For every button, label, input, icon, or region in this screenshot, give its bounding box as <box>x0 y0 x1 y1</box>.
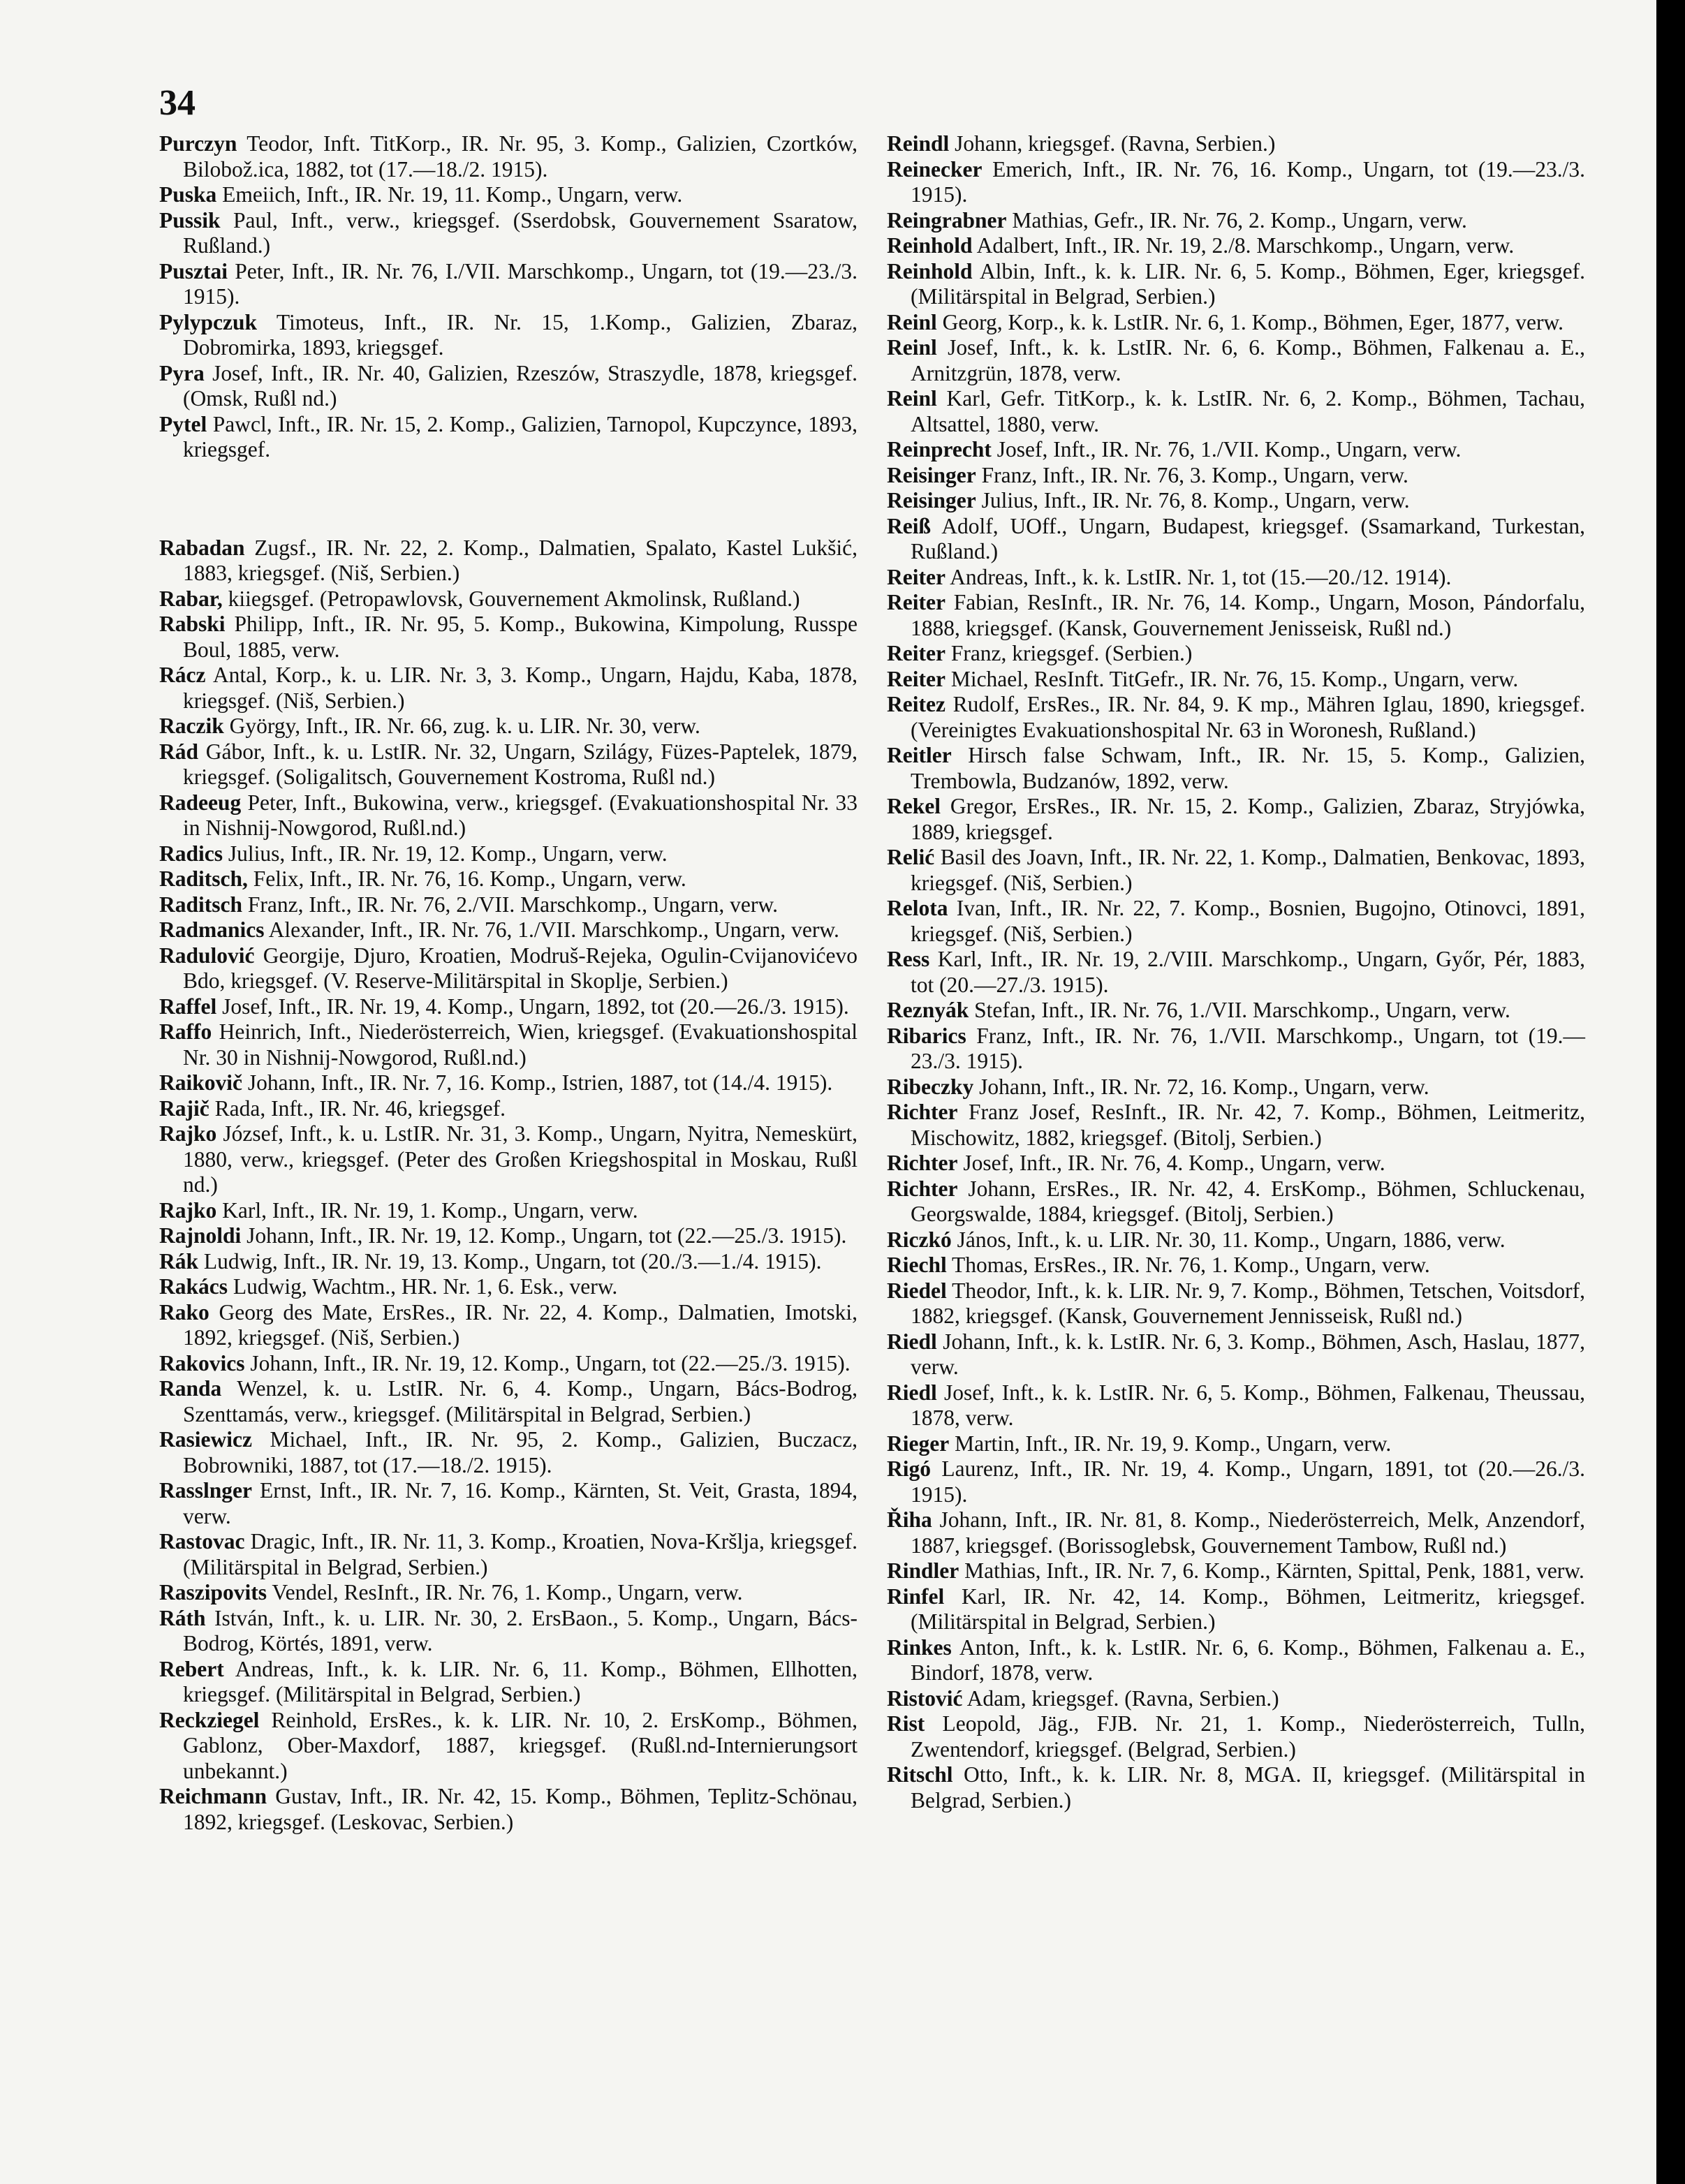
entry-surname: Rajič <box>159 1095 209 1121</box>
entry-details: Teodor, Inft. TitKorp., IR. Nr. 95, 3. Komp., Galizien, Czortków, Bilobož.ica, 1882, tot (17.—18./2. 1915). <box>183 131 858 182</box>
entry-details: Josef, Inft., IR. Nr. 19, 4. Komp., Ungarn, 1892, tot (20.—26./3. 1915). <box>216 994 849 1019</box>
entry-surname: Raikovič <box>159 1070 243 1095</box>
casualty-entry <box>887 1686 1585 1712</box>
casualty-entry <box>159 1096 858 1122</box>
entry-details: Rudolf, ErsRes., IR. Nr. 84, 9. K mp., Mähren Iglau, 1890, kriegsgef. (Vereinigtes Evakuationshospital Nr. 63 in Woronesh, Rußland.) <box>911 692 1585 742</box>
casualty-entry <box>887 386 1585 437</box>
left-column <box>159 131 858 1835</box>
casualty-entry <box>159 892 858 918</box>
casualty-entry <box>887 1507 1585 1558</box>
entry-details: Vendel, ResInft., IR. Nr. 76, 1. Komp., Ungarn, verw. <box>267 1580 743 1604</box>
entry-details: Mathias, Gefr., IR. Nr. 76, 2. Komp., Ungarn, verw. <box>1006 207 1467 233</box>
casualty-entry <box>887 1100 1585 1151</box>
entry-details: Johann, Inft., k. k. LstIR. Nr. 6, 3. Komp., Böhmen, Asch, Haslau, 1877, verw. <box>911 1329 1585 1379</box>
entry-details: Albin, Inft., k. k. LIR. Nr. 6, 5. Komp., Böhmen, Eger, kriegsgef. (Militärspital in Belgrad, Serbien.) <box>911 258 1585 309</box>
entry-details: Ernst, Inft., IR. Nr. 7, 16. Komp., Kärnten, St. Veit, Grasta, 1894, verw. <box>183 1478 858 1528</box>
entry-surname: Reiter <box>887 641 945 665</box>
entry-surname: Rinkes <box>887 1635 952 1660</box>
casualty-entry <box>887 208 1585 234</box>
entry-surname: Raczik <box>159 714 224 738</box>
entry-surname: Pyra <box>159 360 205 385</box>
casualty-entry <box>887 463 1585 489</box>
entry-details: Gregor, ErsRes., IR. Nr. 15, 2. Komp., Galizien, Zbaraz, Stryjówka, 1889, kriegsgef. <box>911 794 1585 844</box>
casualty-entry <box>887 998 1585 1024</box>
casualty-entry <box>887 1431 1585 1457</box>
entry-surname: Řiha <box>887 1507 932 1532</box>
entry-details: Timoteus, Inft., IR. Nr. 15, 1.Komp., Galizien, Zbaraz, Dobromirka, 1893, kriegsgef. <box>183 309 858 360</box>
casualty-entry <box>159 259 858 310</box>
entry-surname: Riedl <box>887 1380 937 1405</box>
entry-details: Leopold, Jäg., FJB. Nr. 21, 1. Komp., Niederösterreich, Tulln, Zwentendorf, kriegsgef. (Belgrad, Serbien.) <box>911 1711 1585 1762</box>
entry-details: Karl, IR. Nr. 42, 14. Komp., Böhmen, Leitmeritz, kriegsgef. (Militärspital in Belgrad, Serbien.) <box>911 1584 1585 1634</box>
casualty-entry <box>159 1529 858 1580</box>
casualty-entry <box>159 586 858 612</box>
casualty-entry <box>887 1227 1585 1253</box>
casualty-entry <box>159 866 858 892</box>
entry-surname: Pytel <box>159 411 207 436</box>
entry-details: Josef, Inft., IR. Nr. 40, Galizien, Rzeszów, Straszydle, 1878, kriegsgef. (Omsk, Rußl nd.) <box>183 360 858 411</box>
entry-surname: Puska <box>159 182 217 207</box>
casualty-entry <box>159 612 858 663</box>
entry-surname: Reiter <box>887 564 945 589</box>
entry-details: Paul, Inft., verw., kriegsgef. (Sserdobsk, Gouvernement Ssaratow, Rußland.) <box>183 207 858 258</box>
page-number: 34 <box>159 83 196 123</box>
entry-surname: Richter <box>887 1176 958 1201</box>
entry-surname: Reinhold <box>887 233 973 258</box>
casualty-entry <box>887 259 1585 310</box>
entry-details: Alexander, Inft., IR. Nr. 76, 1./VII. Marschkomp., Ungarn, verw. <box>264 917 839 942</box>
casualty-entry <box>159 536 858 586</box>
entry-details: Ludwig, Wachtm., HR. Nr. 1, 6. Esk., verw. <box>228 1274 618 1299</box>
entry-details: Laurenz, Inft., IR. Nr. 19, 4. Komp., Ungarn, 1891, tot (20.—26./3. 1915). <box>911 1456 1585 1507</box>
casualty-entry <box>887 1024 1585 1075</box>
right-column <box>887 131 1585 1813</box>
entry-surname: Rastovac <box>159 1529 245 1554</box>
entry-surname: Rinfel <box>887 1584 945 1609</box>
entry-surname: Radulović <box>159 943 255 968</box>
entry-details: Franz, kriegsgef. (Serbien.) <box>945 641 1193 665</box>
casualty-entry <box>887 157 1585 208</box>
entry-details: Franz, Inft., IR. Nr. 76, 3. Komp., Ungarn, verw. <box>976 462 1408 487</box>
entry-surname: Rebert <box>159 1656 224 1681</box>
casualty-entry <box>159 1376 858 1427</box>
entry-details: Philipp, Inft., IR. Nr. 95, 5. Komp., Bukowina, Kimpolung, Russpe Boul, 1885, verw. <box>183 612 858 662</box>
entry-surname: Rindler <box>887 1558 959 1583</box>
casualty-entry <box>887 641 1585 667</box>
entry-details: Basil des Joavn, Inft., IR. Nr. 22, 1. Komp., Dalmatien, Benkovac, 1893, kriegsgef. (Niš, Serbien.) <box>911 845 1585 895</box>
entry-details: Karl, Inft., IR. Nr. 19, 1. Komp., Ungarn, verw. <box>216 1197 638 1223</box>
casualty-entry <box>887 692 1585 743</box>
entry-surname: Reisinger <box>887 488 976 512</box>
entry-surname: Randa <box>159 1376 222 1401</box>
entry-details: Franz Josef, ResInft., IR. Nr. 42, 7. Komp., Böhmen, Leitmeritz, Mischowitz, 1882, kriegsgef. (Bitolj, Serbien.) <box>911 1100 1585 1150</box>
entry-details: Peter, Inft., Bukowina, verw., kriegsgef. (Evakuationshospital Nr. 33 in Nishnij-Nowgorod, Rußl.nd.) <box>183 790 858 840</box>
entry-surname: Ristović <box>887 1685 963 1711</box>
entry-surname: Rigó <box>887 1456 931 1481</box>
entry-surname: Pusztai <box>159 258 228 283</box>
entry-details: Emeiich, Inft., IR. Nr. 19, 11. Komp., Ungarn, verw. <box>216 182 683 207</box>
casualty-entry <box>159 1019 858 1070</box>
entry-details: Johann, Inft., IR. Nr. 7, 16. Komp., Istrien, 1887, tot (14./4. 1915). <box>242 1070 833 1095</box>
casualty-entry <box>159 994 858 1020</box>
casualty-entry <box>159 1121 858 1198</box>
entry-surname: Richter <box>887 1100 958 1124</box>
entry-details: Julius, Inft., IR. Nr. 76, 8. Komp., Ungarn, verw. <box>976 488 1410 512</box>
entry-surname: Reitler <box>887 743 952 767</box>
casualty-entry <box>159 361 858 412</box>
entry-surname: Ribeczky <box>887 1074 974 1099</box>
entry-details: József, Inft., k. u. LstIR. Nr. 31, 3. Komp., Ungarn, Nyitra, Nemeskürt, 1880, verw., kriegsgef. (Peter des Großen Kriegshospital in Moskau, Rußl nd.) <box>183 1121 858 1197</box>
entry-surname: Raditsch, <box>159 866 248 891</box>
entry-details: Wenzel, k. u. LstIR. Nr. 6, 4. Komp., Ungarn, Bács-Bodrog, Szenttamás, verw., kriegsgef. (Militärspital in Belgrad, Serbien.) <box>183 1376 858 1426</box>
entry-surname: Rabski <box>159 612 226 636</box>
entry-details: Ivan, Inft., IR. Nr. 22, 7. Komp., Bosnien, Bugojno, Otinovci, 1891, kriegsgef. (Niš, Serbien.) <box>911 896 1585 946</box>
entry-surname: Reinl <box>887 335 937 360</box>
entry-surname: Reiter <box>887 666 945 691</box>
entry-surname: Radics <box>159 841 223 866</box>
entry-details: Karl, Inft., IR. Nr. 19, 2./VIII. Marschkomp., Ungarn, Győr, Pér, 1883, tot (20.—27./3. 1915). <box>911 947 1585 997</box>
entry-details: Georg, Korp., k. k. LstIR. Nr. 6, 1. Komp., Böhmen, Eger, 1877, verw. <box>936 309 1564 334</box>
entry-surname: Rako <box>159 1299 209 1325</box>
entry-details: Felix, Inft., IR. Nr. 76, 16. Komp., Ungarn, verw. <box>247 866 686 891</box>
entry-surname: Rakovics <box>159 1350 245 1375</box>
entry-details: Gábor, Inft., k. u. LstIR. Nr. 32, Ungarn, Szilágy, Füzes-Paptelek, 1879, kriegsgef. (Soligalitsch, Gouvernement Kostroma, Rußl nd.) <box>183 739 858 789</box>
casualty-entry <box>159 714 858 739</box>
entry-surname: Pussik <box>159 207 221 233</box>
casualty-entry <box>887 1075 1585 1100</box>
entry-surname: Ress <box>887 947 930 971</box>
entry-details: Josef, Inft., k. k. LstIR. Nr. 6, 5. Komp., Böhmen, Falkenau, Theussau, 1878, verw. <box>911 1380 1585 1430</box>
casualty-entry <box>159 310 858 361</box>
entry-surname: Reznyák <box>887 998 969 1022</box>
entry-surname: Radeeug <box>159 790 242 815</box>
entry-surname: Reiß <box>887 513 931 538</box>
entry-details: Georg des Mate, ErsRes., IR. Nr. 22, 4. Komp., Dalmatien, Imotski, 1892, kriegsgef. (Niš, Serbien.) <box>183 1299 858 1350</box>
casualty-entry <box>159 1606 858 1657</box>
entry-details: Theodor, Inft., k. k. LIR. Nr. 9, 7. Komp., Böhmen, Tetschen, Voitsdorf, 1882, kriegsgef. (Kansk, Gouvernement Jennisseisk, Rußl nd.) <box>911 1278 1585 1328</box>
entry-details: Josef, Inft., k. k. LstIR. Nr. 6, 6. Komp., Böhmen, Falkenau a. E., Arnitzgrün, 1878, verw. <box>911 335 1585 385</box>
entry-surname: Rasslnger <box>159 1478 252 1503</box>
entry-details: Michael, ResInft. TitGefr., IR. Nr. 76, 15. Komp., Ungarn, verw. <box>945 666 1519 691</box>
entry-surname: Radmanics <box>159 917 265 942</box>
entry-details: Franz, Inft., IR. Nr. 76, 2./VII. Marschkomp., Ungarn, verw. <box>242 892 778 917</box>
entry-surname: Rák <box>159 1248 199 1274</box>
casualty-entry <box>887 1253 1585 1278</box>
casualty-entry <box>887 947 1585 998</box>
casualty-entry <box>887 1635 1585 1686</box>
casualty-entry <box>159 1198 858 1224</box>
entry-surname: Rabar, <box>159 586 223 611</box>
entry-surname: Raffel <box>159 994 217 1019</box>
entry-surname: Riechl <box>887 1253 947 1277</box>
entry-surname: Purczyn <box>159 131 237 156</box>
entry-details: Johann, Inft., IR. Nr. 81, 8. Komp., Niederösterreich, Melk, Anzendorf, 1887, kriegsgef. (Borissoglebsk, Gouvernement Tambow, Rußl nd.) <box>911 1507 1585 1558</box>
entry-details: Adolf, UOff., Ungarn, Budapest, kriegsgef. (Ssamarkand, Turkestan, Rußland.) <box>911 513 1585 563</box>
entry-details: Johann, Inft., IR. Nr. 19, 12. Komp., Ungarn, tot (22.—25./3. 1915). <box>241 1223 847 1248</box>
section-gap <box>159 463 858 536</box>
scan-border <box>1656 0 1685 2184</box>
casualty-entry <box>159 790 858 841</box>
entry-details: Johann, ErsRes., IR. Nr. 42, 4. ErsKomp., Böhmen, Schluckenau, Georgswalde, 1884, kriegsgef. (Bitolj, Serbien.) <box>911 1176 1585 1226</box>
entry-surname: Rasiewicz <box>159 1427 252 1452</box>
entry-details: Josef, Inft., IR. Nr. 76, 1./VII. Komp., Ungarn, verw. <box>991 437 1462 462</box>
entry-details: Josef, Inft., IR. Nr. 76, 4. Komp., Ungarn, verw. <box>957 1151 1385 1175</box>
entry-details: Antal, Korp., k. u. LIR. Nr. 3, 3. Komp., Ungarn, Hajdu, Kaba, 1878, kriegsgef. (Niš, Serbien.) <box>183 663 858 713</box>
entry-details: Heinrich, Inft., Niederösterreich, Wien, kriegsgef. (Evakuationshospital Nr. 30 in Nishnij-Nowgorod, Rußl.nd.) <box>183 1019 858 1070</box>
casualty-entry <box>159 1784 858 1835</box>
entry-details: Adam, kriegsgef. (Ravna, Serbien.) <box>962 1685 1279 1711</box>
entry-details: István, Inft., k. u. LIR. Nr. 30, 2. ErsBaon., 5. Komp., Ungarn, Bács-Bodrog, Körtés, 1891, verw. <box>183 1605 858 1655</box>
casualty-entry <box>887 437 1585 463</box>
entry-surname: Richter <box>887 1151 958 1175</box>
casualty-entry <box>887 1762 1585 1813</box>
casualty-entry <box>887 1711 1585 1762</box>
casualty-entry <box>887 335 1585 386</box>
casualty-entry <box>887 1456 1585 1507</box>
entry-surname: Rieger <box>887 1431 950 1456</box>
casualty-entry <box>159 1708 858 1785</box>
entry-surname: Rajko <box>159 1197 217 1223</box>
entry-details: Emerich, Inft., IR. Nr. 76, 16. Komp., Ungarn, tot (19.—23./3. 1915). <box>911 156 1585 207</box>
entry-surname: Reinecker <box>887 156 983 182</box>
casualty-entry <box>887 1380 1585 1431</box>
casualty-entry <box>159 208 858 259</box>
casualty-entry <box>159 1274 858 1300</box>
entry-details: Martin, Inft., IR. Nr. 19, 9. Komp., Ungarn, verw. <box>949 1431 1392 1456</box>
casualty-entry <box>887 667 1585 693</box>
entry-details: Pawcl, Inft., IR. Nr. 15, 2. Komp., Galizien, Tarnopol, Kupczynce, 1893, kriegsgef. <box>183 411 858 462</box>
casualty-entry <box>159 1070 858 1096</box>
entry-surname: Rabadan <box>159 535 245 560</box>
entry-details: Johann, Inft., IR. Nr. 72, 16. Komp., Ungarn, verw. <box>973 1074 1429 1099</box>
casualty-entry <box>887 845 1585 896</box>
entry-details: Andreas, Inft., k. k. LIR. Nr. 6, 11. Komp., Böhmen, Ellhotten, kriegsgef. (Militärspital in Belgrad, Serbien.) <box>183 1656 858 1706</box>
entry-surname: Reinl <box>887 386 937 411</box>
entry-surname: Raffo <box>159 1019 212 1044</box>
casualty-entry <box>887 1329 1585 1380</box>
entry-surname: Riczkó <box>887 1227 952 1252</box>
entry-details: Stefan, Inft., IR. Nr. 76, 1./VII. Marschkomp., Ungarn, verw. <box>969 998 1510 1022</box>
casualty-entry <box>159 1300 858 1351</box>
casualty-entry <box>887 1151 1585 1176</box>
entry-details: János, Inft., k. u. LIR. Nr. 30, 11. Komp., Ungarn, 1886, verw. <box>951 1227 1506 1252</box>
casualty-entry <box>159 412 858 463</box>
entry-details: Johann, Inft., IR. Nr. 19, 12. Komp., Ungarn, tot (22.—25./3. 1915). <box>244 1350 851 1375</box>
entry-details: Ludwig, Inft., IR. Nr. 19, 13. Komp., Ungarn, tot (20./3.—1./4. 1915). <box>198 1248 822 1274</box>
entry-details: kiiegsgef. (Petropawlovsk, Gouvernement Akmolinsk, Rußland.) <box>222 586 800 611</box>
casualty-entry <box>887 743 1585 794</box>
casualty-entry <box>887 233 1585 259</box>
casualty-entry <box>159 1351 858 1377</box>
entry-details: Reinhold, ErsRes., k. k. LIR. Nr. 10, 2. ErsKomp., Böhmen, Gablonz, Ober-Maxdorf, 1887, kriegsgef. (Rußl.nd-Internierungsort unbekannt.) <box>183 1707 858 1783</box>
entry-surname: Riedel <box>887 1278 947 1303</box>
entry-details: Michael, Inft., IR. Nr. 95, 2. Komp., Galizien, Buczacz, Bobrowniki, 1887, tot (17.—18./2. 1915). <box>183 1427 858 1477</box>
entry-surname: Raszipovits <box>159 1580 267 1604</box>
casualty-entry <box>159 1478 858 1529</box>
casualty-entry <box>159 1427 858 1478</box>
entry-surname: Ribarics <box>887 1023 966 1048</box>
entry-details: Zugsf., IR. Nr. 22, 2. Komp., Dalmatien, Spalato, Kastel Lukšić, 1883, kriegsgef. (Niš, Serbien.) <box>183 535 858 585</box>
casualty-entry <box>887 514 1585 565</box>
entry-surname: Reindl <box>887 131 950 156</box>
entry-surname: Ritschl <box>887 1762 953 1787</box>
casualty-entry <box>887 896 1585 947</box>
entry-details: Dragic, Inft., IR. Nr. 11, 3. Komp., Kroatien, Nova-Kršlja, kriegsgef. (Militärspital in Belgrad, Serbien.) <box>183 1529 858 1579</box>
entry-surname: Reinhold <box>887 258 973 283</box>
entry-details: Andreas, Inft., k. k. LstIR. Nr. 1, tot (15.—20./12. 1914). <box>945 564 1452 589</box>
entry-surname: Rajko <box>159 1121 217 1146</box>
entry-surname: Riedl <box>887 1329 937 1354</box>
entry-details: Gustav, Inft., IR. Nr. 42, 15. Komp., Böhmen, Teplitz-Schönau, 1892, kriegsgef. (Leskovac, Serbien.) <box>183 1784 858 1834</box>
casualty-entry <box>887 590 1585 641</box>
casualty-entry <box>159 182 858 208</box>
casualty-entry <box>887 131 1585 157</box>
entry-details: Hirsch false Schwam, Inft., IR. Nr. 15, 5. Komp., Galizien, Trembowla, Budzanów, 1892, verw. <box>911 743 1585 793</box>
entry-details: Mathias, Inft., IR. Nr. 7, 6. Komp., Kärnten, Spittal, Penk, 1881, verw. <box>959 1558 1584 1583</box>
casualty-entry <box>887 565 1585 591</box>
entry-details: Franz, Inft., IR. Nr. 76, 1./VII. Marschkomp., Ungarn, tot (19.—23./3. 1915). <box>911 1023 1585 1073</box>
casualty-entry <box>887 1278 1585 1329</box>
entry-details: Fabian, ResInft., IR. Nr. 76, 14. Komp., Ungarn, Moson, Pándorfalu, 1888, kriegsgef. (Kansk, Gouvernement Jenisseisk, Rußl nd.) <box>911 590 1585 640</box>
entry-details: Anton, Inft., k. k. LstIR. Nr. 6, 6. Komp., Böhmen, Falkenau a. E., Bindorf, 1878, verw. <box>911 1635 1585 1685</box>
casualty-entry <box>159 943 858 994</box>
casualty-entry <box>887 794 1585 845</box>
casualty-entry <box>159 1223 858 1249</box>
entry-surname: Rád <box>159 739 199 764</box>
entry-surname: Reichmann <box>159 1784 267 1808</box>
entry-details: György, Inft., IR. Nr. 66, zug. k. u. LIR. Nr. 30, verw. <box>223 714 700 738</box>
casualty-entry <box>159 1249 858 1275</box>
entry-surname: Relić <box>887 845 935 869</box>
entry-details: Karl, Gefr. TitKorp., k. k. LstIR. Nr. 6, 2. Komp., Böhmen, Tachau, Altsattel, 1880, verw. <box>911 386 1585 436</box>
entry-details: Rada, Inft., IR. Nr. 46, kriegsgef. <box>209 1095 506 1121</box>
entry-surname: Rekel <box>887 794 941 818</box>
entry-surname: Reinl <box>887 309 937 334</box>
entry-surname: Reckziegel <box>159 1707 260 1732</box>
casualty-entry <box>159 663 858 714</box>
casualty-entry <box>159 841 858 867</box>
casualty-entry <box>159 1580 858 1606</box>
entry-details: Julius, Inft., IR. Nr. 19, 12. Komp., Ungarn, verw. <box>223 841 668 866</box>
entry-surname: Ráth <box>159 1605 206 1630</box>
entry-surname: Rakács <box>159 1274 228 1299</box>
entry-surname: Rist <box>887 1711 925 1736</box>
casualty-entry <box>887 1176 1585 1227</box>
entry-details: Johann, kriegsgef. (Ravna, Serbien.) <box>949 131 1276 156</box>
entry-details: Adalbert, Inft., IR. Nr. 19, 2./8. Marschkomp., Ungarn, verw. <box>972 233 1515 258</box>
entry-surname: Rajnoldi <box>159 1223 242 1248</box>
casualty-entry <box>159 917 858 943</box>
entry-surname: Relota <box>887 896 948 920</box>
casualty-entry <box>887 310 1585 336</box>
entry-surname: Reitez <box>887 692 945 716</box>
entry-surname: Reisinger <box>887 462 976 487</box>
entry-surname: Reiter <box>887 590 945 614</box>
entry-surname: Reingrabner <box>887 207 1007 233</box>
casualty-entry <box>159 131 858 182</box>
casualty-entry <box>887 1584 1585 1635</box>
entry-surname: Pylypczuk <box>159 309 258 334</box>
casualty-entry <box>887 1558 1585 1584</box>
entry-surname: Reinprecht <box>887 437 992 462</box>
entry-details: Thomas, ErsRes., IR. Nr. 76, 1. Komp., Ungarn, verw. <box>946 1253 1430 1277</box>
casualty-entry <box>159 1657 858 1708</box>
entry-surname: Rácz <box>159 663 206 687</box>
casualty-entry <box>159 739 858 790</box>
entry-details: Peter, Inft., IR. Nr. 76, I./VII. Marschkomp., Ungarn, tot (19.—23./3. 1915). <box>183 258 858 309</box>
casualty-entry <box>887 488 1585 514</box>
entry-details: Otto, Inft., k. k. LIR. Nr. 8, MGA. II, kriegsgef. (Militärspital in Belgrad, Serbien.) <box>911 1762 1585 1813</box>
entry-surname: Raditsch <box>159 892 243 917</box>
entry-details: Georgije, Djuro, Kroatien, Modruš-Rejeka, Ogulin-Cvijanovićevo Bdo, kriegsgef. (V. Reserve-Militärspital in Skoplje, Serbien.) <box>183 943 858 993</box>
